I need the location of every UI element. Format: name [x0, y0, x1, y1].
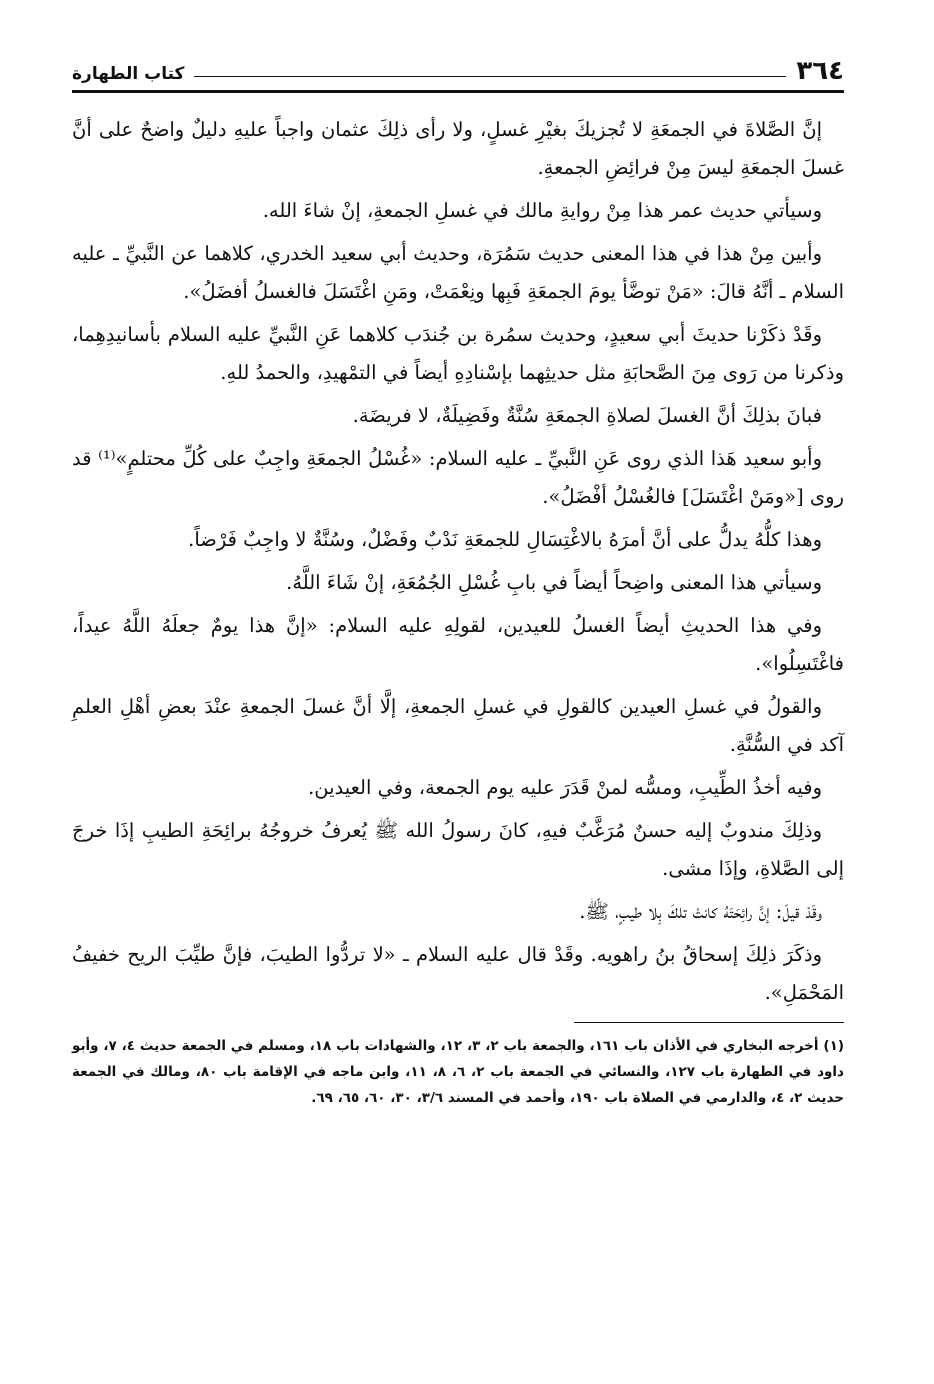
paragraph: وذلِكَ مندوبٌ إليه حسنٌ مُرَغَّبٌ فيهِ، كانَ رسولُ الله ﷺ يُعرفُ خروجُهُ برائِحَةِ الطيبِ إذَا خرجَ إلى الصَّلاةِ، وإذَا مشى. — [72, 819, 844, 880]
paragraph: إنَّ الصَّلاةَ في الجمعَةِ لا تُجزيكَ بغيْرِ غسلٍ، ولا رأى ذلِكَ عثمان واجباً عليهِ دليلٌ واضحٌ على أنَّ غسلَ الجمعَةِ ليسَ مِنْ فرائِضِ الجمعةِ. — [72, 118, 844, 179]
paragraph: وهذا كلُّهُ يدلُّ على أنَّ أمرَهُ بالاغْتِسَالِ للجمعَةِ نَدْبٌ وفَضْلٌ، وسُنَّةٌ لا واجِبٌ فَرْضاً. — [188, 528, 822, 551]
footnote: (١) أخرجه البخاري في الأذان باب ١٦١، والجمعة باب ٢، ٣، ١٢، والشهادات باب ١٨، ومسلم في الجمعة حديث ٤، ٧، وأبو داود في الطهارة باب ١٢٧، والنسائي في الجمعة باب ٢، ٦، ٨، ١١، وابن ماجه في الإقامة باب ٨٠، ومالك في الجمعة حديث ٢، ٤، والدارمي في الصلاة باب ١٩٠، وأحمد في المسند ٣/٦، ٣٠، ٦٠، ٦٥، ٦٩. — [72, 1038, 844, 1106]
paragraph: وفيه أخذُ الطِّيبِ، ومسُّه لمنْ قَدَرَ عليه يوم الجمعة، وفي العيدين. — [308, 776, 822, 799]
footnote-rule — [574, 1022, 844, 1023]
book-title: كتاب الطهارة — [72, 64, 185, 84]
body-text — [72, 111, 844, 1012]
paragraph: والقولُ في غسلِ العيدين كالقولِ في غسلِ الجمعةِ، إلَّا أنَّ غسلَ الجمعةِ عنْدَ بعضِ أهْلِ العلمِ آكد في السُّنَّةِ. — [72, 695, 844, 756]
paragraph: وذكَرَ ذلِكَ إسحاقُ بنُ راهويه. وقَدْ قال عليه السلام ـ «لا تردُّوا الطيبَ، فإنَّ طيِّبَ الريح خفيفُ المَحْمَلِ». — [72, 943, 844, 1004]
paragraph: وسيأتي حديث عمر هذا مِنْ روايةِ مالك في غسلِ الجمعةِ، إنْ شاءَ الله. — [262, 199, 822, 222]
paragraph: فبانَ بذلِكَ أنَّ الغسلَ لصلاةِ الجمعَةِ سُنَّةٌ وفَضِيلَةٌ، لا فريضَة. — [352, 404, 822, 427]
paragraph: وفي هذا الحديثِ أيضاً الغسلُ للعيدين، لقولِهِ عليه السلام: «إنَّ هذا يومٌ جعلَهُ اللَّهُ عيداً، فاغْتَسِلُوا». — [72, 614, 844, 675]
page-number: ٣٦٤ — [796, 56, 844, 86]
paragraph: وقَدْ ذكَرْنا حديثَ أبي سعيدٍ، وحديث سمُرة بن جُندَب كلاهما عَنِ النَّبيِّ عليه السلام بأسانيدِهِما، وذكرنا من رَوى مِنَ الصَّحابَةِ مثل حديثِهما بإسْنادِهِ أيضاً في التمْهيدِ، والحمدُ للهِ. — [72, 323, 844, 384]
header-line — [194, 76, 786, 77]
running-header — [72, 52, 844, 86]
header-rule — [72, 90, 844, 93]
paragraph: وأبو سعيد هَذا الذي روى عَنِ النَّبيِّ ـ عليه السلام: «غُسْلُ الجمعَةِ واجِبٌ على كُلِّ محتلمٍ»⁽¹⁾ قد روى [«ومَنْ اغْتَسَلَ] فالغُسْلُ أفْضَلُ». — [72, 447, 844, 508]
document-page — [72, 52, 844, 1362]
paragraph: وقَدْ قيلَ: إنَّ رائِحَتَهُ كانتْ تلكَ بِلا طيبٍ، ﷺ. — [579, 900, 822, 923]
paragraph: وأبين مِنْ هذا في هذا المعنى حديث سَمُرَة، وحديث أبي سعيد الخدري، كلاهما عن النَّبيِّ ـ عليه السلام ـ أنَّهُ قالَ: «مَنْ توضَّأ يومَ الجمعَةِ فَبِها ونِعْمَتْ، ومَنِ اغْتَسَلَ فالغسلُ أفضَلُ». — [72, 242, 844, 303]
paragraph: وسيأتي هذا المعنى واضِحاً أيضاً في بابِ غُسْلِ الجُمُعَةِ، إنْ شَاءَ اللَّهُ. — [286, 571, 822, 594]
